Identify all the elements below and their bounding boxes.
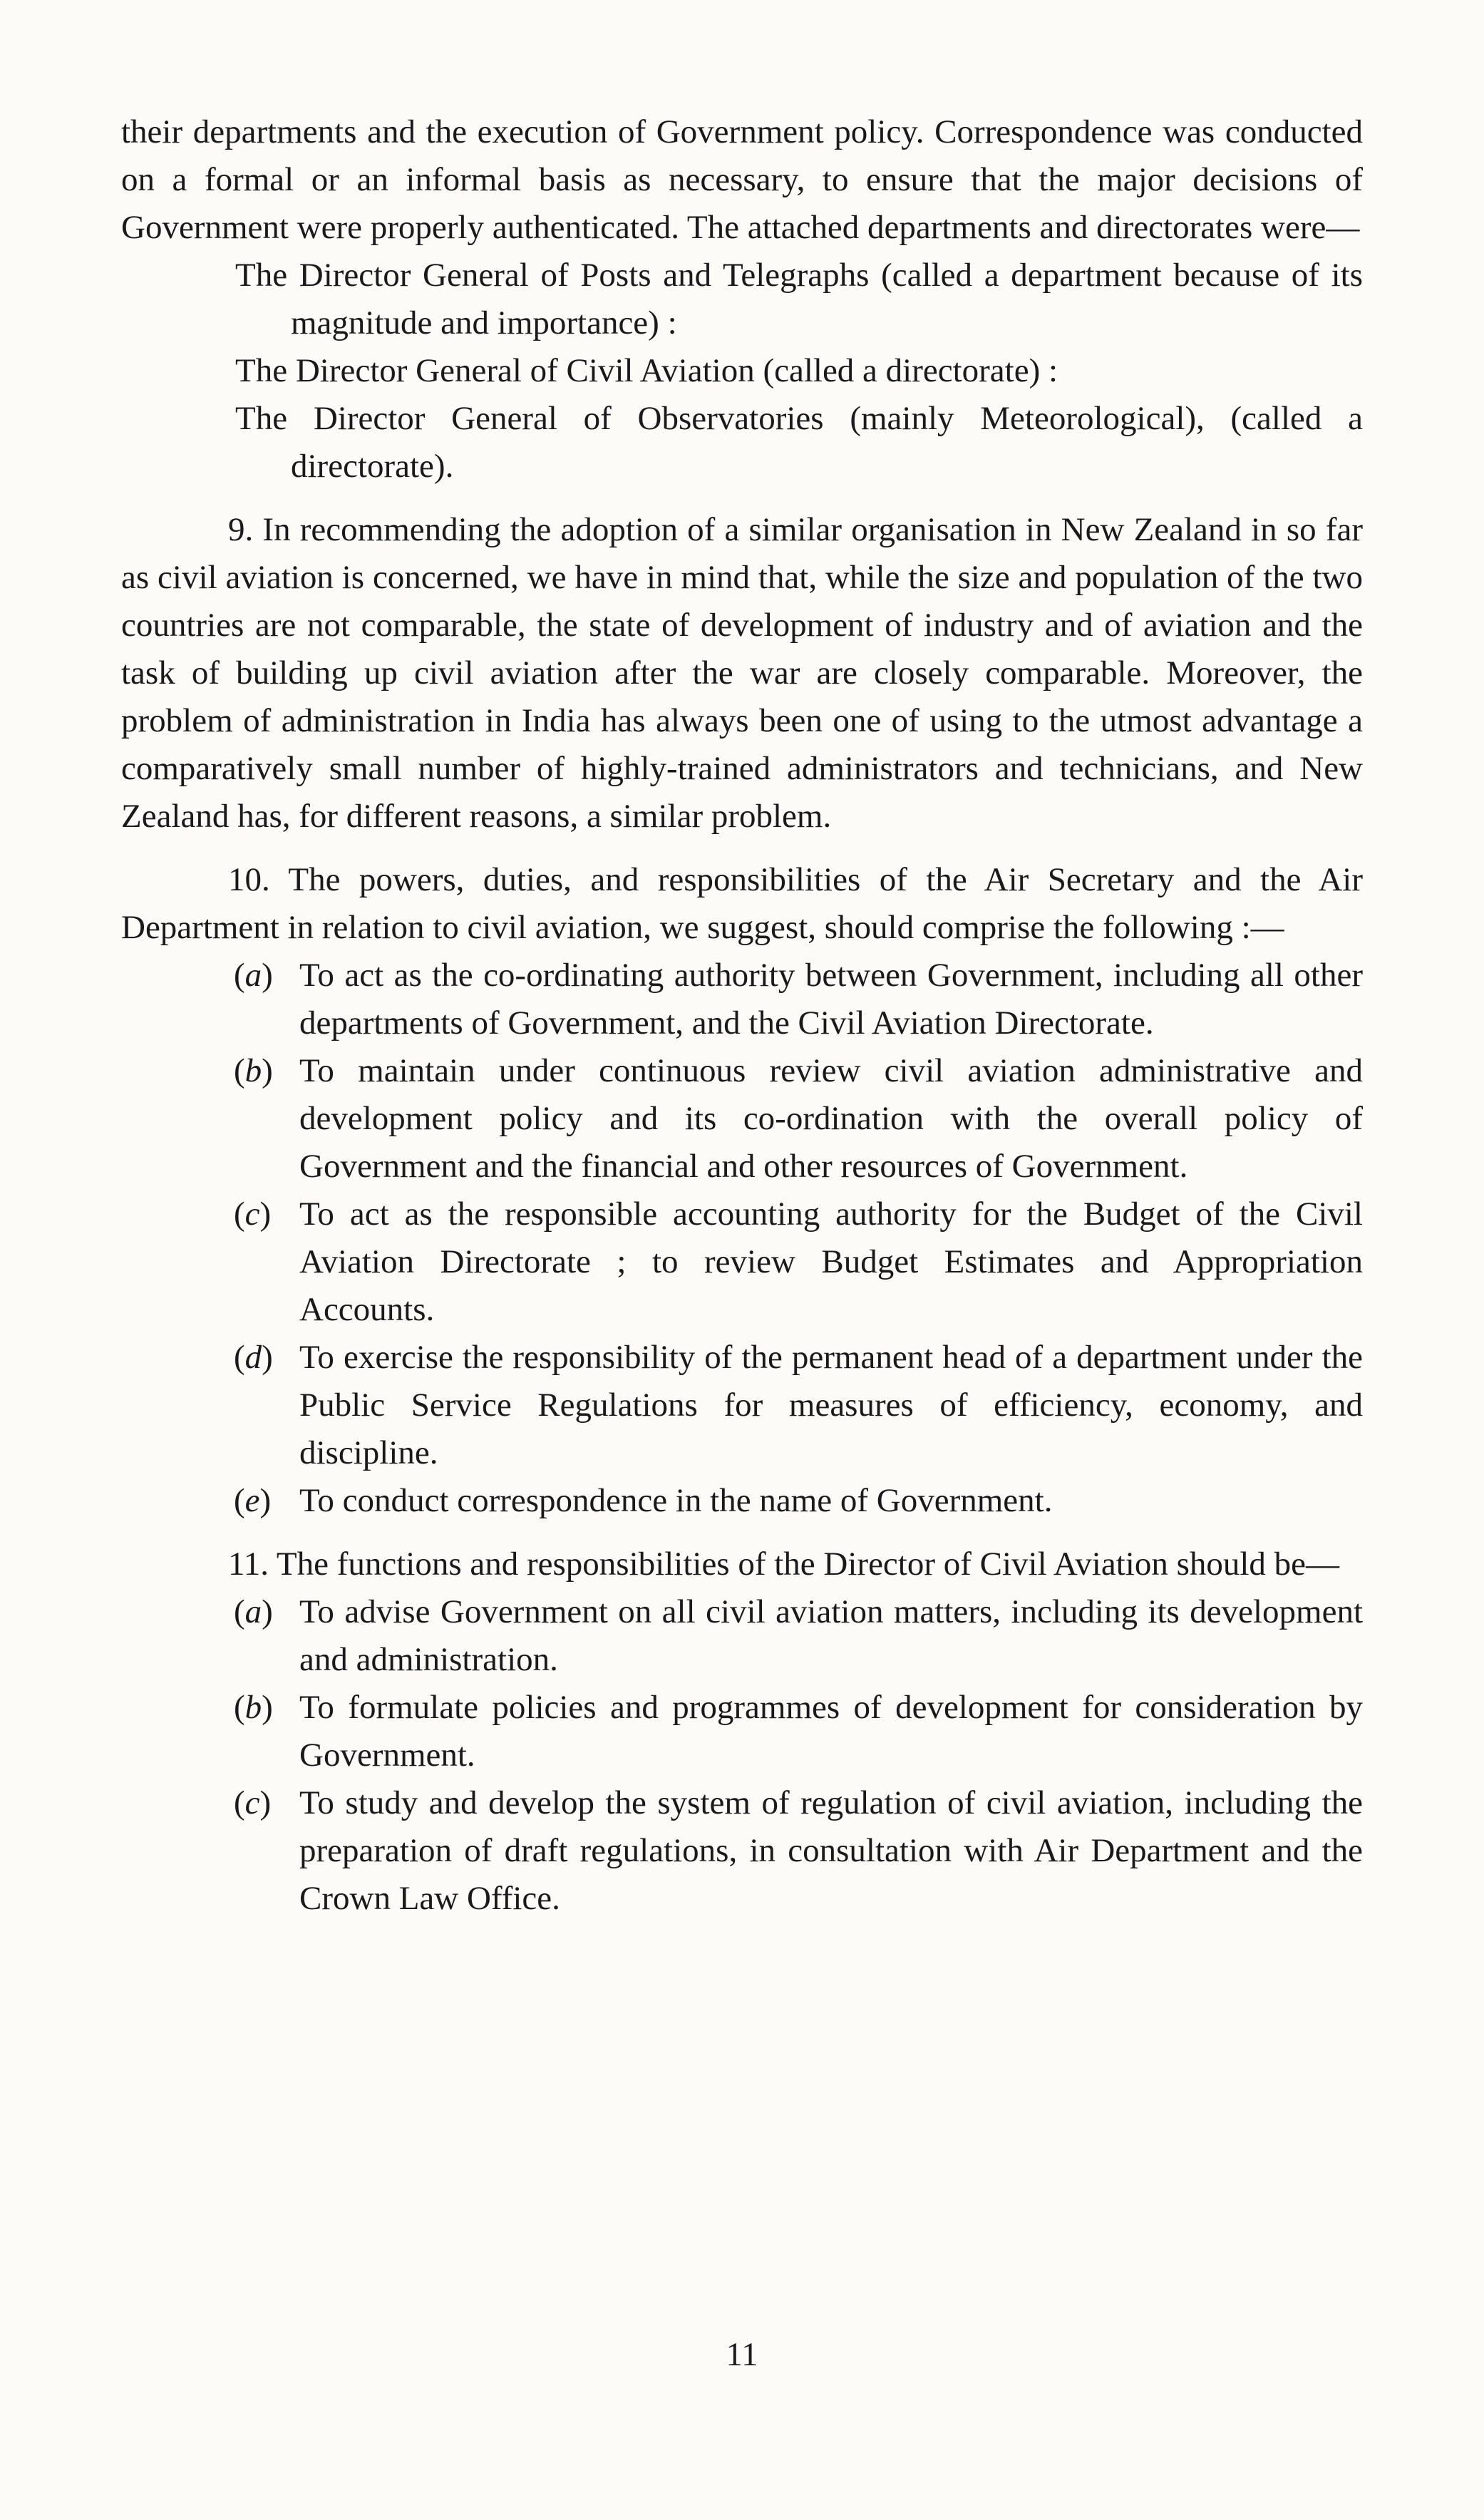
paragraph-11-list	[121, 1588, 1363, 1923]
paragraph-10-list	[121, 952, 1363, 1525]
paragraph-11: 11. The functions and responsibilities of the Director of Civil Aviation should be—	[228, 1546, 1340, 1583]
item-label: b	[244, 1689, 262, 1726]
document-page	[121, 108, 1363, 1923]
item-text: To advise Government on all civil aviation matters, including its development and administration.	[299, 1593, 1363, 1678]
item-text: To formulate policies and programmes of development for consideration by Government.	[299, 1689, 1363, 1774]
item-label: a	[244, 1593, 262, 1630]
department-item: The Director General of Observatories (mainly Meteorological), (called a directorate).	[235, 400, 1363, 485]
list-item: (b) To formulate policies and programmes of development for consideration by Government.	[234, 1689, 1363, 1774]
item-label: b	[244, 1052, 262, 1089]
item-label: d	[244, 1339, 262, 1376]
intro-paragraph: their departments and the execution of Government policy. Correspondence was conducted on a formal or an informal basis as necessary, to ensure that the major decisions of Government were properly authenticated. The attached departments and directorates were—	[121, 113, 1363, 246]
item-text: To study and develop the system of regulation of civil aviation, including the preparation of draft regulations, in consultation with Air Department and the Crown Law Office.	[299, 1784, 1363, 1917]
list-item: (a) To advise Government on all civil aviation matters, including its development and administration.	[234, 1593, 1363, 1678]
item-text: To maintain under continuous review civil aviation administrative and development policy and its co-ordination with the overall policy of Government and the financial and other resources of Government.	[299, 1052, 1363, 1185]
list-item: (a) To act as the co-ordinating authority between Government, including all other departments of Government, and the Civil Aviation Directorate.	[234, 957, 1363, 1042]
item-text: To conduct correspondence in the name of Government.	[299, 1482, 1053, 1519]
department-item: The Director General of Civil Aviation (called a directorate) :	[235, 352, 1058, 389]
item-text: To act as the co-ordinating authority between Government, including all other departments of Government, and the Civil Aviation Directorate.	[299, 957, 1363, 1042]
item-text: To act as the responsible accounting authority for the Budget of the Civil Aviation Directorate ; to review Budget Estimates and Appropriation Accounts.	[299, 1195, 1363, 1328]
paragraph-10: 10. The powers, duties, and responsibilities of the Air Secretary and the Air Department in relation to civil aviation, we suggest, should comprise the following :—	[121, 861, 1363, 946]
item-text: To exercise the responsibility of the permanent head of a department under the Public Service Regulations for measures of efficiency, economy, and discipline.	[299, 1339, 1363, 1471]
item-label: c	[244, 1195, 260, 1233]
paragraph-9: 9. In recommending the adoption of a similar organisation in New Zealand in so far as civil aviation is concerned, we have in mind that, while the size and population of the two countries are not comparable, the state of development of industry and of aviation and the task of building up civil aviation after the war are closely comparable. Moreover, the problem of administration in India has always been one of using to the utmost advantage a comparatively small number of highly-trained administrators and technicians, and New Zealand has, for different reasons, a similar problem.	[121, 511, 1363, 835]
list-item: (c) To act as the responsible accounting authority for the Budget of the Civil Aviation Directorate ; to review Budget Estimates and Appropriation Accounts.	[234, 1195, 1363, 1328]
item-label: a	[244, 957, 262, 994]
departments-list	[121, 252, 1363, 490]
page-number: 11	[726, 2336, 758, 2373]
list-item: (e) To conduct correspondence in the name of Government.	[234, 1482, 1053, 1519]
department-item: The Director General of Posts and Telegraphs (called a department because of its magnitude and importance) :	[235, 257, 1363, 341]
item-label: e	[244, 1482, 260, 1519]
list-item: (c) To study and develop the system of regulation of civil aviation, including the preparation of draft regulations, in consultation with Air Department and the Crown Law Office.	[234, 1784, 1363, 1917]
item-label: c	[244, 1784, 260, 1821]
list-item: (d) To exercise the responsibility of the permanent head of a department under the Public Service Regulations for measures of efficiency, economy, and discipline.	[234, 1339, 1363, 1471]
list-item: (b) To maintain under continuous review civil aviation administrative and development policy and its co-ordination with the overall policy of Government and the financial and other resources of Government.	[234, 1052, 1363, 1185]
